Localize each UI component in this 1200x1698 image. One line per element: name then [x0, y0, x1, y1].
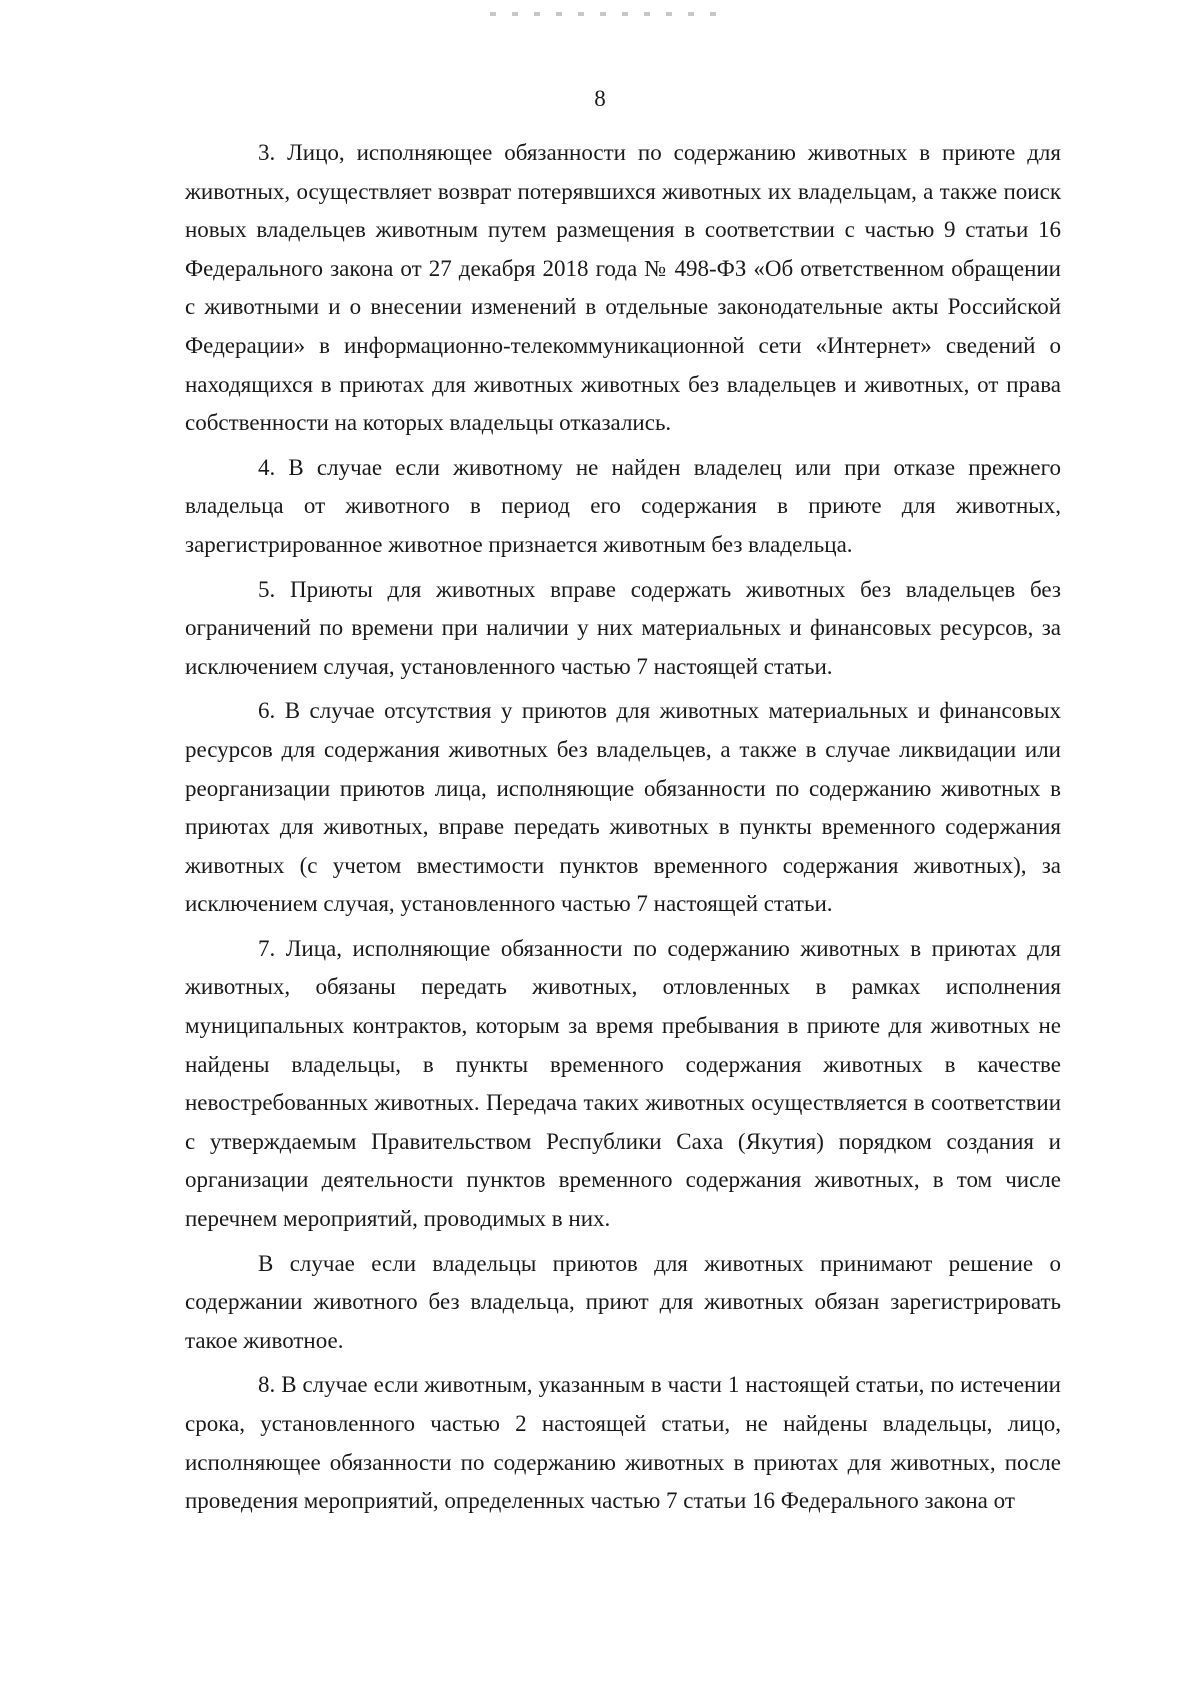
scan-artifact [490, 12, 720, 16]
paragraph-8: 8. В случае если животным, указанным в части 1 настоящей статьи, по истечении срока, установленного частью 2 настоящей статьи, не найдены владельцы, лицо, исполняющее обязанности по содержанию животных в приютах для животных, после проведения мероприятий, определенных частью 7 статьи 16 Федерального закона от [185, 1372, 1061, 1514]
page-number: 8 [594, 86, 606, 111]
paragraph-6: 6. В случае отсутствия у приютов для животных материальных и финансовых ресурсов для содержания животных без владельцев, а также в случае ликвидации или реорганизации приютов лица, исполняющие обязанности по содержанию животных в приютах для животных, вправе передать животных в пункты временного содержания животных (с учетом вместимости пунктов временного содержания животных), за исключением случая, установленного частью 7 настоящей статьи. [185, 698, 1061, 917]
paragraph-7-continued: В случае если владельцы приютов для животных принимают решение о содержании животного без владельца, приют для животных обязан зарегистрировать такое животное. [185, 1250, 1061, 1353]
paragraph-5: 5. Приюты для животных вправе содержать животных без владельцев без ограничений по времени при наличии у них материальных и финансовых ресурсов, за исключением случая, установленного частью 7 настоящей статьи. [185, 576, 1061, 679]
paragraph-7: 7. Лица, исполняющие обязанности по содержанию животных в приютах для животных, обязаны передать животных, отловленных в рамках исполнения муниципальных контрактов, которым за время пребывания в приюте для животных не найдены владельцы, в пункты временного содержания животных в качестве невостребованных животных. Передача таких животных осуществляется в соответствии с утверждаемым Правительством Республики Саха (Якутия) порядком создания и организации деятельности пунктов временного содержания животных, в том числе перечнем мероприятий, проводимых в них. [185, 935, 1061, 1232]
paragraph-3: 3. Лицо, исполняющее обязанности по содержанию животных в приюте для животных, осуществляет возврат потерявшихся животных их владельцам, а также поиск новых владельцев животным путем размещения в соответствии с частью 9 статьи 16 Федерального закона от 27 декабря 2018 года № 498-ФЗ «Об ответственном обращении с животными и о внесении изменений в отдельные законодательные акты Российской Федерации» в информационно-телекоммуникационной сети «Интернет» сведений о находящихся в приютах для животных животных без владельцев и животных, от права собственности на которых владельцы отказались. [185, 140, 1061, 436]
paragraph-4: 4. В случае если животному не найден владелец или при отказе прежнего владельца от животного в период его содержания в приюте для животных, зарегистрированное животное признается животным без владельца. [185, 454, 1061, 557]
document-body [185, 134, 1061, 1527]
